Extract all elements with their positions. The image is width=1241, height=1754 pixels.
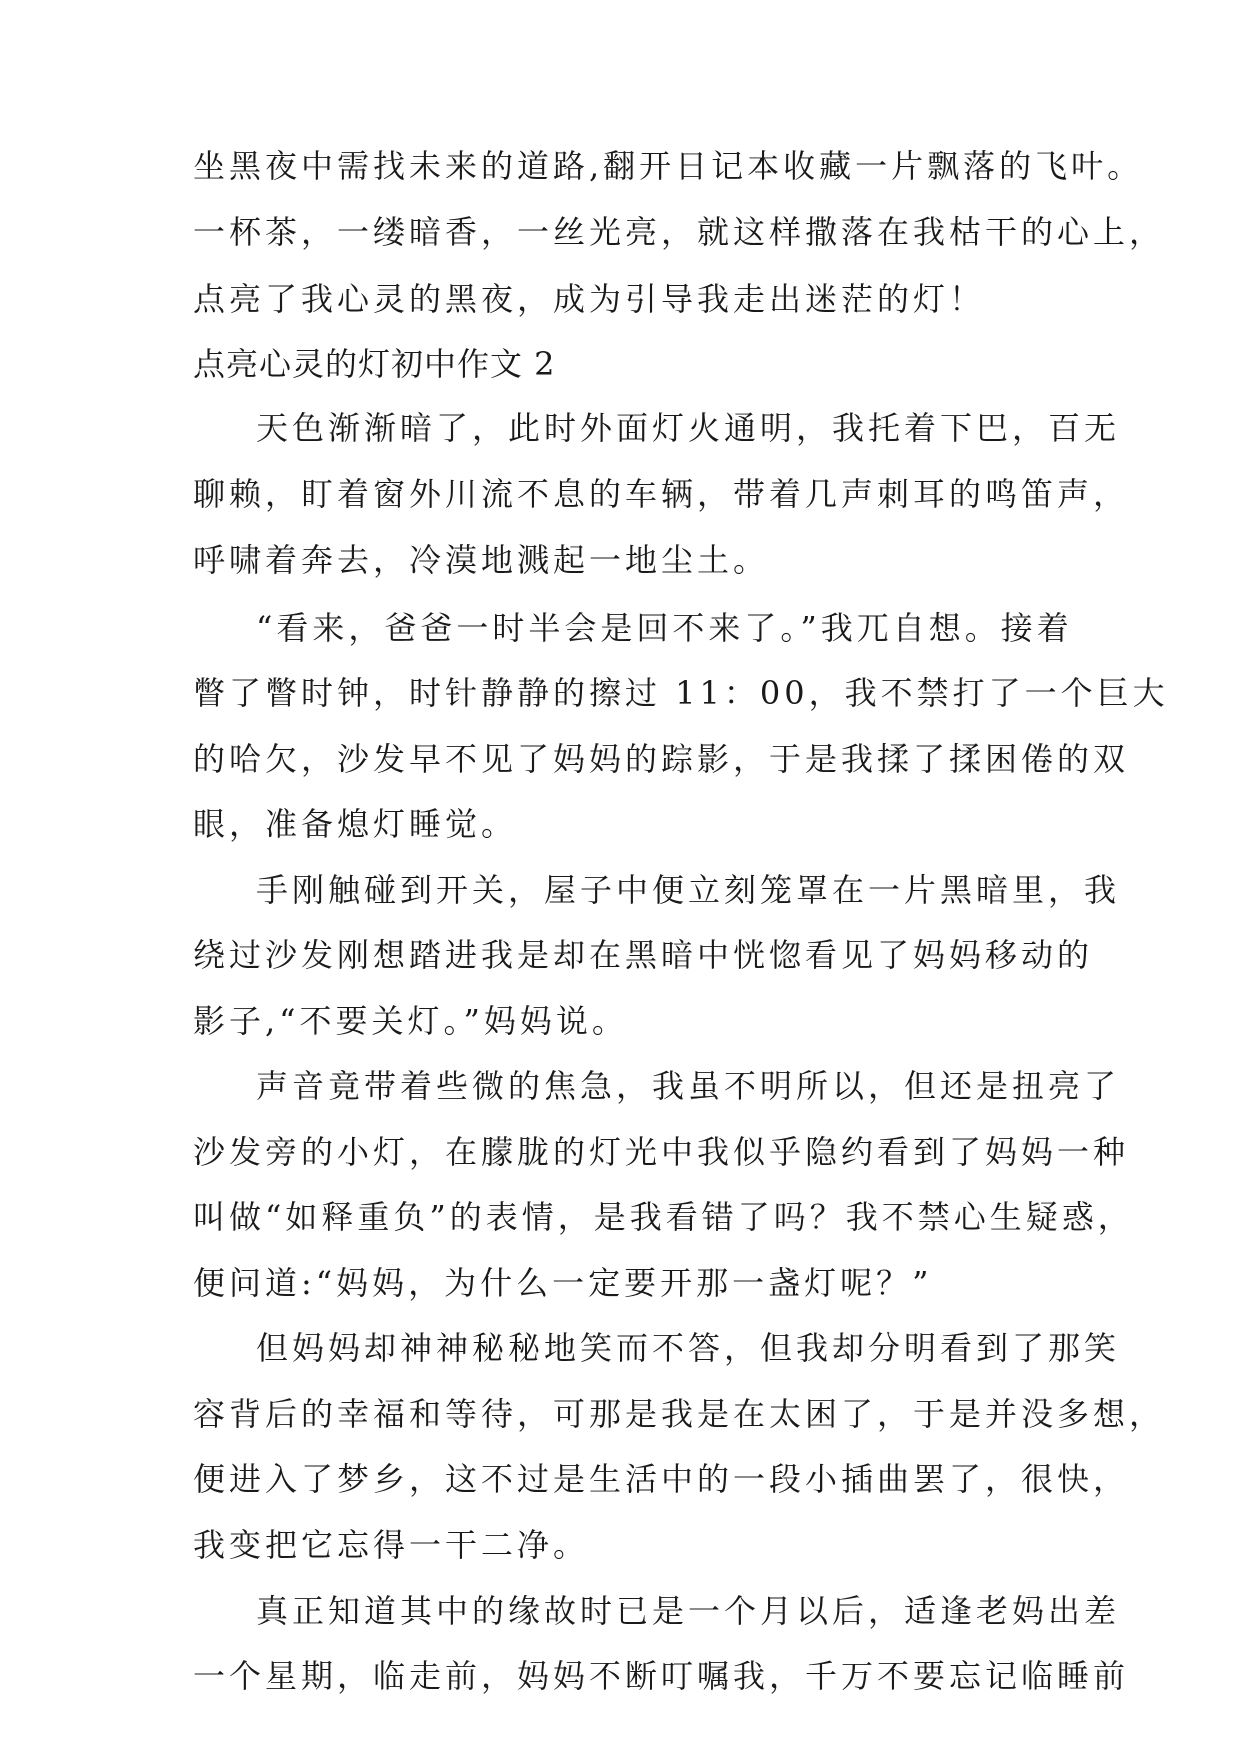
text-line: 沙发旁的小灯，在朦胧的灯光中我似乎隐约看到了妈妈一种: [193, 1133, 1130, 1171]
text-line: 聊赖，盯着窗外川流不息的车辆，带着几声刺耳的鸣笛声，: [193, 475, 1130, 513]
text-line: 瞥了瞥时钟，时针静静的擦过 11：00，我不禁打了一个巨大: [193, 674, 1169, 712]
text-line: 影子,“不要关灯。”妈妈说。: [193, 1002, 628, 1040]
text-line: 便进入了梦乡，这不过是生活中的一段小插曲罢了，很快，: [193, 1460, 1130, 1498]
paragraph-first-line: “看来，爸爸一时半会是回不来了。”我兀自想。接着: [256, 609, 1073, 647]
text-line: 一个星期，临走前，妈妈不断叮嘱我，千万不要忘记临睡前: [193, 1657, 1130, 1695]
text-line: 呼啸着奔去，冷漠地溅起一地尘土。: [193, 541, 770, 579]
text-line: 便问道:“妈妈，为什么一定要开那一盏灯呢？”: [193, 1264, 933, 1302]
text-line: 容背后的幸福和等待，可那是我是在太困了，于是并没多想，: [193, 1395, 1166, 1433]
text-line: 一杯茶，一缕暗香，一丝光亮，就这样撒落在我枯干的心上，: [193, 213, 1166, 251]
paragraph-first-line: 手刚触碰到开关，屋子中便立刻笼罩在一片黑暗里，我: [256, 871, 1121, 909]
text-line: 的哈欠，沙发早不见了妈妈的踪影，于是我揉了揉困倦的双: [193, 740, 1130, 778]
paragraph-first-line: 但妈妈却神神秘秘地笑而不答，但我却分明看到了那笑: [256, 1329, 1121, 1367]
section-heading: 点亮心灵的灯初中作文 2: [193, 345, 556, 383]
text-line: 叫做“如释重负”的表情，是我看错了吗？我不禁心生疑惑，: [193, 1198, 1134, 1236]
text-line: 点亮了我心灵的黑夜，成为引导我走出迷茫的灯！: [193, 280, 986, 318]
paragraph-first-line: 天色渐渐暗了，此时外面灯火通明，我托着下巴，百无: [256, 409, 1121, 447]
text-line: 坐黑夜中需找未来的道路,翻开日记本收藏一片飘落的飞叶。: [193, 147, 1144, 185]
paragraph-first-line: 真正知道其中的缘故时已是一个月以后，适逢老妈出差: [256, 1592, 1121, 1630]
text-line: 绕过沙发刚想踏进我是却在黑暗中恍惚看见了妈妈移动的: [193, 936, 1094, 974]
paragraph-first-line: 声音竟带着些微的焦急，我虽不明所以，但还是扭亮了: [256, 1067, 1121, 1105]
text-line: 我变把它忘得一干二净。: [193, 1526, 590, 1564]
text-line: 眼，准备熄灯睡觉。: [193, 805, 518, 843]
